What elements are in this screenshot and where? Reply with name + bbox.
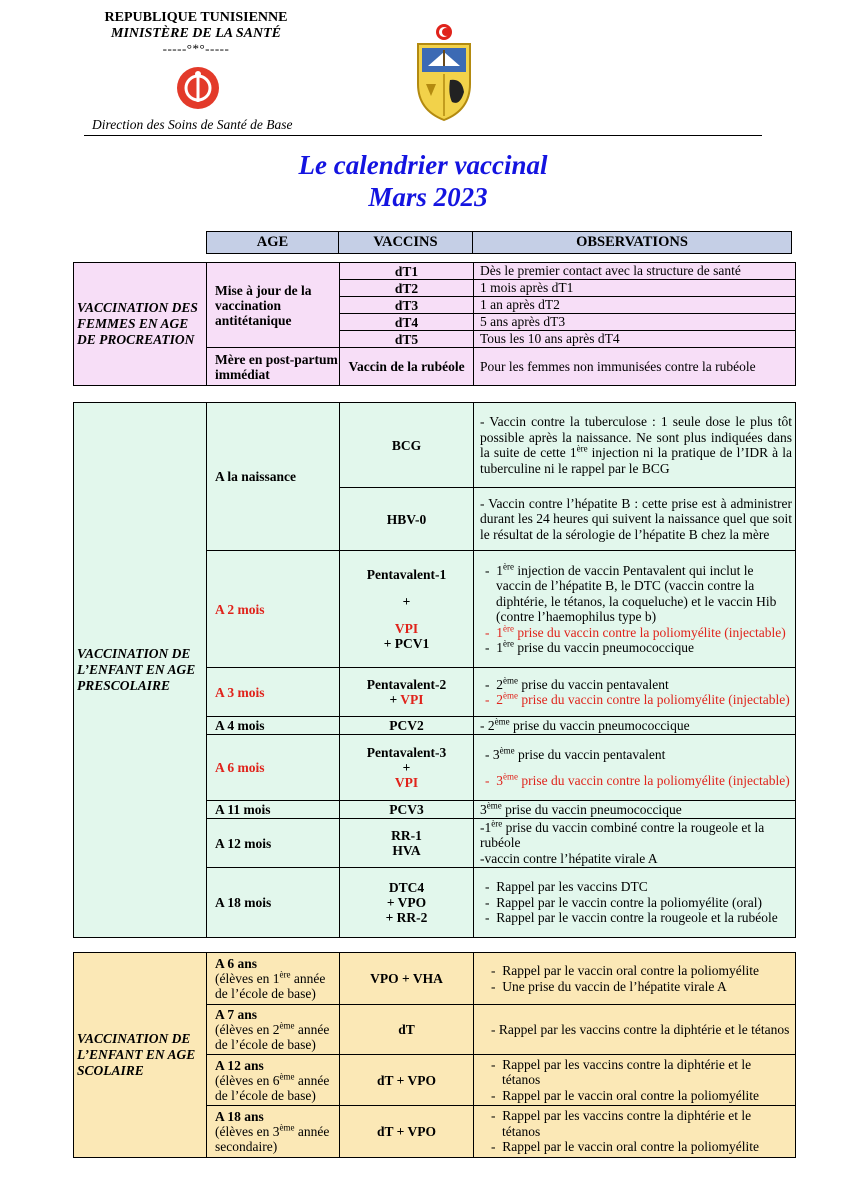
observation-cell: - 2ème prise du vaccin pentavalent - 2ème prise du vaccin contre la poliomyélite (injectable) <box>474 668 796 717</box>
observation-cell: 1 mois après dT1 <box>474 280 796 297</box>
vaccine-cell: dT5 <box>340 331 474 348</box>
observation-cell: - Rappel par le vaccin oral contre la poliomyélite - Une prise du vaccin de l’hépatite virale A <box>474 953 796 1005</box>
ministry-header <box>86 10 306 55</box>
table-row <box>74 263 796 280</box>
table-row <box>74 403 796 488</box>
observation-cell: - 1ère injection de vaccin Pentavalent qui inclut le vaccin de l’hépatite B, le DTC (vaccin contre la diphtérie, le tétanos, la coqueluche) et le vaccin Hib (contre l’haemophilus type b) - 1ère prise du vaccin contre la poliomyélite (injectable) - 1ère prise du vaccin pneumococcique <box>474 551 796 668</box>
preschool-vaccination-table <box>73 402 796 938</box>
tunisia-emblem-icon <box>414 22 474 122</box>
vaccine-cell: DTC4 + VPO + RR-2 <box>340 868 474 938</box>
direction-label: Direction des Soins de Santé de Base <box>92 117 293 132</box>
vaccine-cell: dT4 <box>340 314 474 331</box>
age-cell: A 18 ans (élèves en 3ème année secondaire) <box>207 1106 340 1158</box>
group-label: VACCINATION DES FEMMES EN AGE DE PROCREATION <box>74 263 207 386</box>
age-cell: A 6 ans (élèves en 1ère année de l’école de base) <box>207 953 340 1005</box>
age-cell: A 2 mois <box>207 551 340 668</box>
observation-cell: - 2ème prise du vaccin pneumococcique <box>474 717 796 735</box>
school-vaccination-table <box>73 952 796 1158</box>
observation-cell: - Rappel par les vaccins contre la diphtérie et le tétanos - Rappel par le vaccin oral contre la poliomyélite <box>474 1106 796 1158</box>
group-label: VACCINATION DE L’ENFANT EN AGE PRESCOLAIRE <box>74 403 207 938</box>
age-cell: A 6 mois <box>207 735 340 801</box>
observation-cell: 3ème prise du vaccin pneumococcique <box>474 801 796 819</box>
column-age: AGE <box>207 232 339 254</box>
age-cell: A la naissance <box>207 403 340 551</box>
vaccine-cell: VPO + VHA <box>340 953 474 1005</box>
age-cell: A 3 mois <box>207 668 340 717</box>
column-observations: OBSERVATIONS <box>473 232 792 254</box>
vaccine-cell: Vaccin de la rubéole <box>340 348 474 386</box>
vaccine-cell: PCV2 <box>340 717 474 735</box>
vaccine-cell: PCV3 <box>340 801 474 819</box>
observation-cell: - Rappel par les vaccins contre la diphtérie et le tétanos - Rappel par le vaccin oral contre la poliomyélite <box>474 1055 796 1106</box>
women-vaccination-table <box>73 262 796 386</box>
age-cell: Mise à jour de la vaccination antitétanique <box>207 263 340 348</box>
age-cell: A 11 mois <box>207 801 340 819</box>
observation-cell: - 3ème prise du vaccin pentavalent - 3ème prise du vaccin contre la poliomyélite (injectable) <box>474 735 796 801</box>
vaccine-cell: Pentavalent-1 + VPI + PCV1 <box>340 551 474 668</box>
vaccine-cell: Pentavalent-2 + VPI <box>340 668 474 717</box>
header-rule <box>84 135 762 136</box>
vaccine-cell: dT <box>340 1005 474 1055</box>
vaccine-cell: dT + VPO <box>340 1106 474 1158</box>
vaccine-cell: HBV-0 <box>340 488 474 551</box>
observation-cell: Tous les 10 ans après dT4 <box>474 331 796 348</box>
age-cell: Mère en post-partum immédiat <box>207 348 340 386</box>
vaccine-cell: dT + VPO <box>340 1055 474 1106</box>
age-cell: A 7 ans (élèves en 2ème année de l’école de base) <box>207 1005 340 1055</box>
column-vaccins: VACCINS <box>339 232 473 254</box>
observation-cell: -1ère prise du vaccin combiné contre la rougeole et la rubéole -vaccin contre l’hépatite virale A <box>474 819 796 868</box>
vaccine-cell: dT3 <box>340 297 474 314</box>
observation-cell: - Rappel par les vaccins contre la diphtérie et le tétanos <box>474 1005 796 1055</box>
age-cell: A 12 ans (élèves en 6ème année de l’école de base) <box>207 1055 340 1106</box>
vaccine-cell: RR-1 HVA <box>340 819 474 868</box>
group-label: VACCINATION DE L’ENFANT EN AGE SCOLAIRE <box>74 953 207 1158</box>
ministry-logo-icon <box>176 66 220 110</box>
vaccine-cell: Pentavalent-3 + VPI <box>340 735 474 801</box>
observation-cell: 5 ans après dT3 <box>474 314 796 331</box>
observation-cell: - Rappel par les vaccins DTC - Rappel par le vaccin contre la poliomyélite (oral) - Rappel par le vaccin contre la rougeole et la rubéole <box>474 868 796 938</box>
observation-cell: - Vaccin contre la tuberculose : 1 seule dose le plus tôt possible après la naissance. Ne sont plus indiquées dans la suite de cette 1ère injection ni la pratique de l’IDR à la tuberculine ni le rappel par le BCG <box>474 403 796 488</box>
observation-cell: - Vaccin contre l’hépatite B : cette prise est à administrer durant les 24 heures qui suivent la naissance quel que soit le résultat de la sérologie de l’hépatite B chez la mère <box>474 488 796 551</box>
table-row <box>74 953 796 1005</box>
age-cell: A 18 mois <box>207 868 340 938</box>
column-header-table <box>206 231 792 254</box>
page-subtitle: Mars 2023 <box>368 182 488 212</box>
age-cell: A 12 mois <box>207 819 340 868</box>
header-separator: -----°*°----- <box>162 41 230 56</box>
age-cell: A 4 mois <box>207 717 340 735</box>
vaccine-cell: dT2 <box>340 280 474 297</box>
vaccine-cell: BCG <box>340 403 474 488</box>
republic-name: REPUBLIQUE TUNISIENNE <box>104 10 288 25</box>
observation-cell: Dès le premier contact avec la structure de santé <box>474 263 796 280</box>
vaccine-cell: dT1 <box>340 263 474 280</box>
page-title: Le calendrier vaccinal <box>298 150 548 180</box>
observation-cell: 1 an après dT2 <box>474 297 796 314</box>
observation-cell: Pour les femmes non immunisées contre la rubéole <box>474 348 796 386</box>
ministry-name: MINISTÈRE DE LA SANTÉ <box>111 26 281 41</box>
